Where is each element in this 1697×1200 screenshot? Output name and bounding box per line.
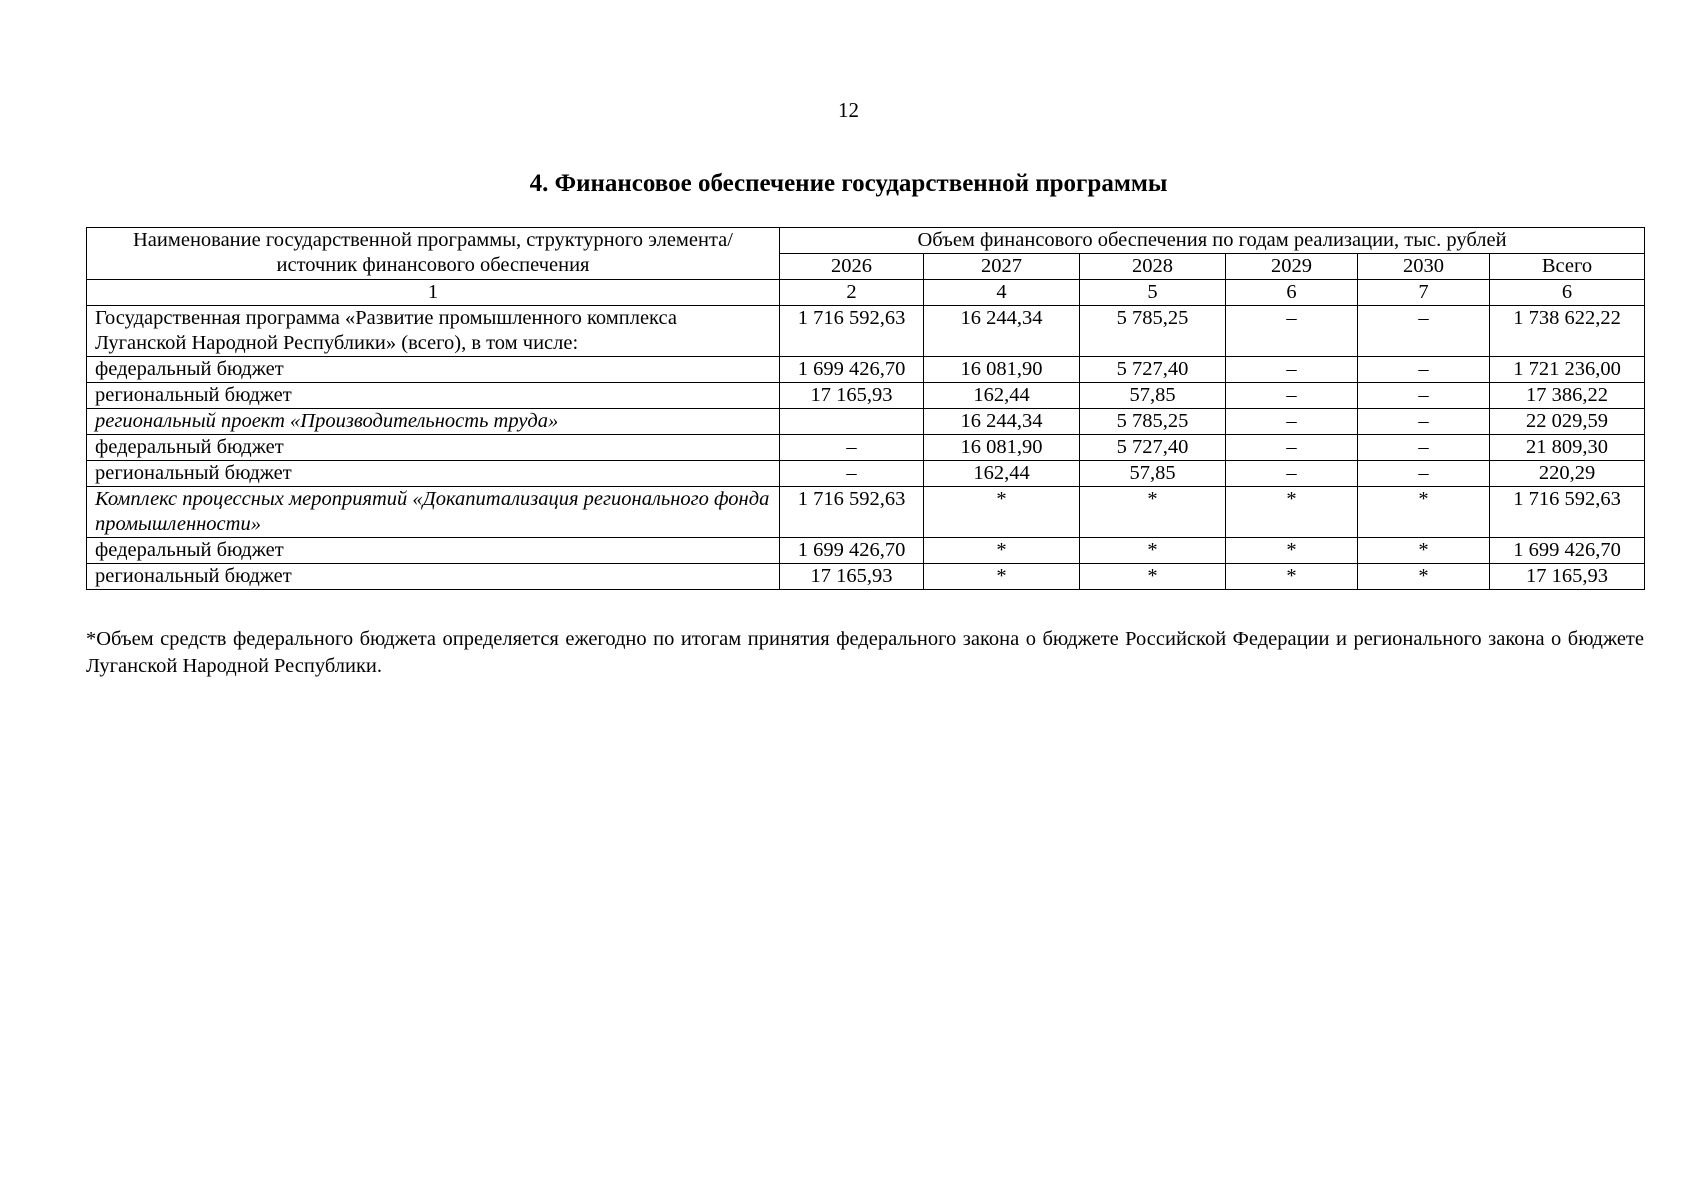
- value-cell: 17 165,93: [780, 564, 924, 590]
- value-cell: –: [1226, 409, 1358, 435]
- name-column-header: Наименование государственной программы, структурного элемента/источник финансового обеспечения: [87, 228, 780, 280]
- value-cell: 5 727,40: [1080, 357, 1226, 383]
- value-cell: 5 785,25: [1080, 409, 1226, 435]
- column-number: 6: [1490, 280, 1645, 306]
- value-cell: 1 699 426,70: [780, 357, 924, 383]
- column-number: 1: [87, 280, 780, 306]
- value-cell: 57,85: [1080, 461, 1226, 487]
- row-name: региональный бюджет: [87, 564, 780, 590]
- total-cell: 1 721 236,00: [1490, 357, 1645, 383]
- table-row: [87, 409, 1645, 435]
- value-cell: *: [1226, 538, 1358, 564]
- row-name: федеральный бюджет: [87, 435, 780, 461]
- value-cell: 162,44: [924, 383, 1080, 409]
- total-cell: 1 716 592,63: [1490, 487, 1645, 538]
- table-row: [87, 461, 1645, 487]
- year-header-2030: 2030: [1358, 254, 1490, 280]
- year-header-2029: 2029: [1226, 254, 1358, 280]
- total-cell: 1 699 426,70: [1490, 538, 1645, 564]
- value-cell: *: [1080, 538, 1226, 564]
- table-row: [87, 306, 1645, 357]
- column-number: 2: [780, 280, 924, 306]
- value-cell: 1 699 426,70: [780, 538, 924, 564]
- value-cell: –: [1358, 461, 1490, 487]
- year-header-2027: 2027: [924, 254, 1080, 280]
- total-cell: 220,29: [1490, 461, 1645, 487]
- column-number: 6: [1226, 280, 1358, 306]
- value-cell: –: [780, 461, 924, 487]
- value-cell: *: [1358, 564, 1490, 590]
- value-cell: –: [1358, 306, 1490, 357]
- row-name: региональный проект «Производительность труда»: [87, 409, 780, 435]
- value-cell: 16 081,90: [924, 435, 1080, 461]
- total-cell: 1 738 622,22: [1490, 306, 1645, 357]
- column-number: 5: [1080, 280, 1226, 306]
- value-cell: 5 785,25: [1080, 306, 1226, 357]
- total-cell: 21 809,30: [1490, 435, 1645, 461]
- value-cell: *: [1080, 564, 1226, 590]
- footnote: *Объем средств федерального бюджета определяется ежегодно по итогам принятия федерального закона о бюджете Российской Федерации и регионального закона о бюджете Луганской Народной Республики.: [86, 628, 1644, 677]
- row-name: Государственная программа «Развитие промышленного комплекса Луганской Народной Республики» (всего), в том числе:: [87, 306, 780, 357]
- total-cell: 17 165,93: [1490, 564, 1645, 590]
- table-row: [87, 383, 1645, 409]
- value-cell: 162,44: [924, 461, 1080, 487]
- year-header-2026: 2026: [780, 254, 924, 280]
- value-cell: *: [1226, 564, 1358, 590]
- value-cell: 57,85: [1080, 383, 1226, 409]
- value-cell: [780, 409, 924, 435]
- value-cell: *: [1358, 487, 1490, 538]
- value-cell: 16 244,34: [924, 409, 1080, 435]
- row-name: федеральный бюджет: [87, 538, 780, 564]
- value-cell: 5 727,40: [1080, 435, 1226, 461]
- value-cell: 16 081,90: [924, 357, 1080, 383]
- table-row: [87, 435, 1645, 461]
- column-number: 7: [1358, 280, 1490, 306]
- value-cell: 1 716 592,63: [780, 487, 924, 538]
- value-cell: *: [1358, 538, 1490, 564]
- value-cell: –: [1226, 461, 1358, 487]
- row-name: региональный бюджет: [87, 461, 780, 487]
- row-name: Комплекс процессных мероприятий «Докапитализация регионального фонда промышленности»: [87, 487, 780, 538]
- table-row: [87, 564, 1645, 590]
- value-cell: –: [1358, 357, 1490, 383]
- total-header: Всего: [1490, 254, 1645, 280]
- total-cell: 17 386,22: [1490, 383, 1645, 409]
- value-cell: 1 716 592,63: [780, 306, 924, 357]
- column-number: 4: [924, 280, 1080, 306]
- value-cell: –: [1226, 435, 1358, 461]
- value-cell: 17 165,93: [780, 383, 924, 409]
- row-name: региональный бюджет: [87, 383, 780, 409]
- value-cell: –: [1226, 357, 1358, 383]
- value-cell: –: [1358, 383, 1490, 409]
- financing-table: [86, 227, 1645, 590]
- total-cell: 22 029,59: [1490, 409, 1645, 435]
- table-row: [87, 538, 1645, 564]
- volume-header: Объем финансового обеспечения по годам реализации, тыс. рублей: [780, 228, 1645, 254]
- table-row: [87, 487, 1645, 538]
- value-cell: –: [1358, 435, 1490, 461]
- value-cell: 16 244,34: [924, 306, 1080, 357]
- row-name: федеральный бюджет: [87, 357, 780, 383]
- value-cell: *: [1226, 487, 1358, 538]
- section-title: 4. Финансовое обеспечение государственной программы: [529, 170, 1168, 197]
- value-cell: –: [1226, 383, 1358, 409]
- value-cell: *: [1080, 487, 1226, 538]
- value-cell: –: [1358, 409, 1490, 435]
- table-row: [87, 357, 1645, 383]
- value-cell: *: [924, 564, 1080, 590]
- value-cell: *: [924, 538, 1080, 564]
- page-number: 12: [838, 98, 859, 122]
- value-cell: –: [780, 435, 924, 461]
- year-header-2028: 2028: [1080, 254, 1226, 280]
- value-cell: –: [1226, 306, 1358, 357]
- value-cell: *: [924, 487, 1080, 538]
